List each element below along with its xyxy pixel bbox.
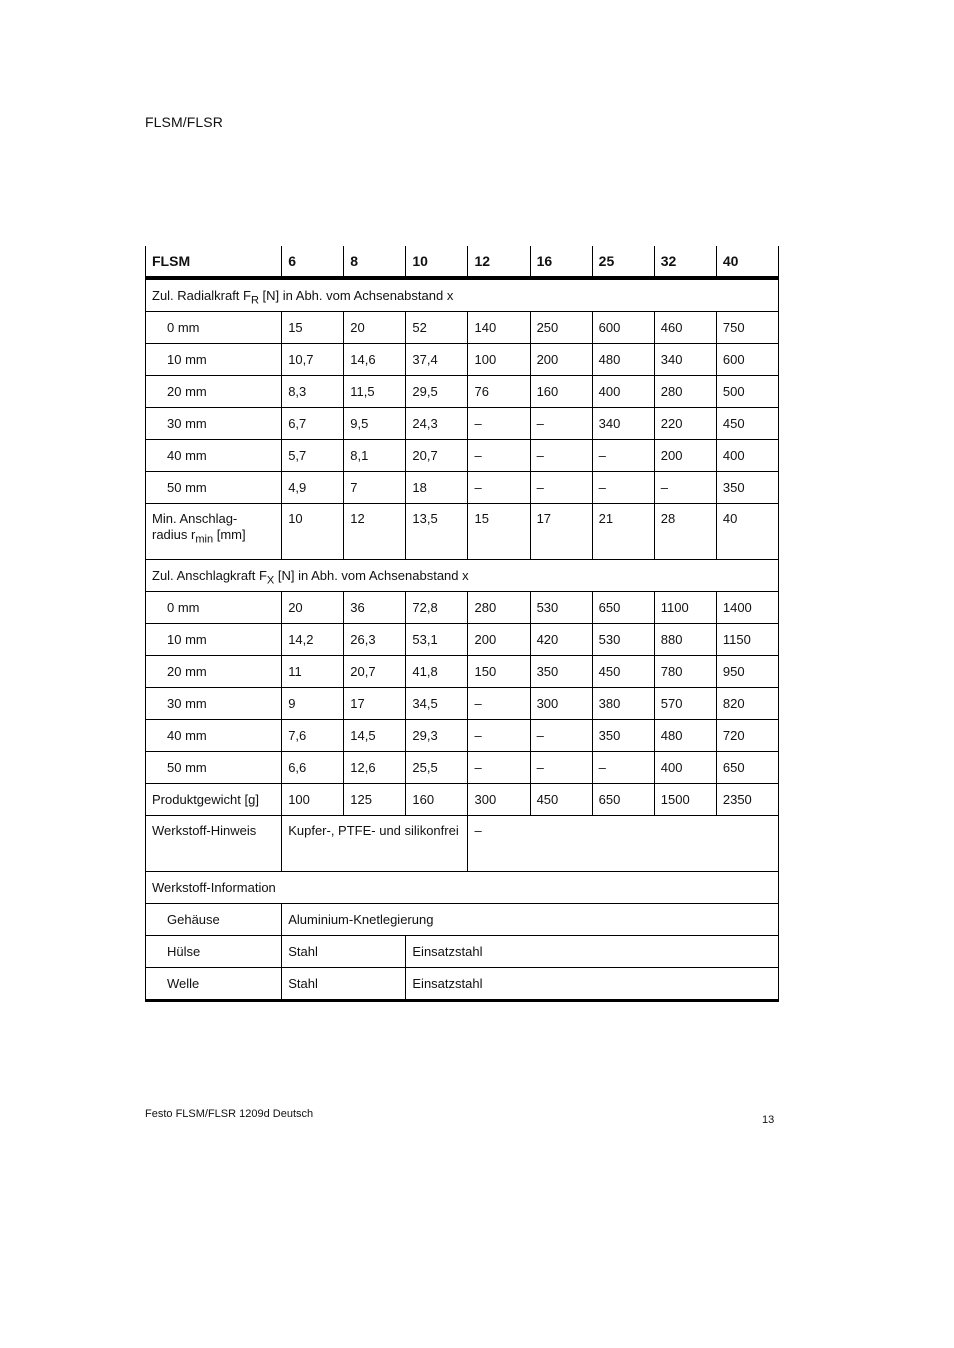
- value-cell: 21: [592, 504, 654, 560]
- value-cell: 780: [654, 656, 716, 688]
- value-cell: 8,3: [282, 376, 344, 408]
- housing-value: Aluminium-Knetlegierung: [282, 904, 779, 936]
- value-cell: 420: [530, 624, 592, 656]
- value-cell: 720: [716, 720, 778, 752]
- row-label: 50 mm: [146, 752, 282, 784]
- table-row: [146, 312, 779, 344]
- value-cell: 6,7: [282, 408, 344, 440]
- table-row: [146, 440, 779, 472]
- value-cell: 29,5: [406, 376, 468, 408]
- min-radius-unit: [mm]: [213, 527, 246, 542]
- value-cell: 450: [592, 656, 654, 688]
- value-cell: 7,6: [282, 720, 344, 752]
- sleeve-label: Hülse: [146, 936, 282, 968]
- row-label: 40 mm: [146, 440, 282, 472]
- row-label: 10 mm: [146, 624, 282, 656]
- page-header: FLSM/FLSR: [145, 114, 223, 130]
- min-radius-label-text: radius r: [152, 527, 196, 542]
- value-cell: 125: [344, 784, 406, 816]
- row-label: 0 mm: [146, 312, 282, 344]
- section-title-radial: [146, 278, 779, 312]
- section-title-radial-text-end: [N] in Abh. vom Achsenabstand x: [258, 287, 454, 303]
- value-cell: 600: [716, 344, 778, 376]
- value-cell: 12: [344, 504, 406, 560]
- value-cell: 200: [654, 440, 716, 472]
- value-cell: –: [654, 472, 716, 504]
- value-cell: 4,9: [282, 472, 344, 504]
- value-cell: 11: [282, 656, 344, 688]
- table-row: [146, 408, 779, 440]
- value-cell: 5,7: [282, 440, 344, 472]
- shaft-value-large: Einsatzstahl: [406, 968, 779, 1001]
- value-cell: 6,6: [282, 752, 344, 784]
- value-cell: 10: [282, 504, 344, 560]
- value-cell: 12,6: [344, 752, 406, 784]
- value-cell: –: [468, 688, 530, 720]
- value-cell: 250: [530, 312, 592, 344]
- table-row: [146, 752, 779, 784]
- weight-row: [146, 784, 779, 816]
- sleeve-row: [146, 936, 779, 968]
- value-cell: 880: [654, 624, 716, 656]
- document-footer: Festo FLSM/FLSR 1209d Deutsch: [145, 1108, 314, 1120]
- technical-data-table: [145, 246, 779, 1002]
- value-cell: 25,5: [406, 752, 468, 784]
- table-row: [146, 720, 779, 752]
- value-cell: –: [592, 440, 654, 472]
- value-cell: 340: [592, 408, 654, 440]
- header-product: FLSM: [146, 246, 282, 278]
- value-cell: 1150: [716, 624, 778, 656]
- value-cell: 160: [406, 784, 468, 816]
- value-cell: 37,4: [406, 344, 468, 376]
- section-title-stop-text-end: [N] in Abh. vom Achsenabstand x: [274, 567, 469, 583]
- value-cell: 53,1: [406, 624, 468, 656]
- material-note-small: Kupfer-, PTFE- und silikonfrei: [282, 816, 468, 872]
- value-cell: 20,7: [406, 440, 468, 472]
- value-cell: 350: [530, 656, 592, 688]
- sleeve-value-small: Stahl: [282, 936, 406, 968]
- value-cell: 9: [282, 688, 344, 720]
- value-cell: 1100: [654, 592, 716, 624]
- sleeve-value-large: Einsatzstahl: [406, 936, 779, 968]
- value-cell: 150: [468, 656, 530, 688]
- value-cell: 400: [654, 752, 716, 784]
- value-cell: 200: [530, 344, 592, 376]
- value-cell: 1500: [654, 784, 716, 816]
- value-cell: 36: [344, 592, 406, 624]
- material-note-large: –: [468, 816, 779, 872]
- value-cell: 220: [654, 408, 716, 440]
- value-cell: 280: [468, 592, 530, 624]
- row-label: 30 mm: [146, 688, 282, 720]
- value-cell: 76: [468, 376, 530, 408]
- value-cell: 7: [344, 472, 406, 504]
- section-title-radial-text: Zul. Radialkraft F: [152, 287, 251, 303]
- value-cell: 40: [716, 504, 778, 560]
- shaft-value-small: Stahl: [282, 968, 406, 1001]
- value-cell: 820: [716, 688, 778, 720]
- value-cell: 14,6: [344, 344, 406, 376]
- row-label: 10 mm: [146, 344, 282, 376]
- value-cell: 300: [530, 688, 592, 720]
- value-cell: –: [468, 440, 530, 472]
- value-cell: 400: [716, 440, 778, 472]
- value-cell: 28: [654, 504, 716, 560]
- value-cell: 530: [530, 592, 592, 624]
- row-label: 30 mm: [146, 408, 282, 440]
- section-row-radial: [146, 278, 779, 312]
- row-label: 50 mm: [146, 472, 282, 504]
- value-cell: 500: [716, 376, 778, 408]
- section-title-radial-subscript: R: [250, 294, 259, 307]
- value-cell: 650: [716, 752, 778, 784]
- value-cell: 480: [592, 344, 654, 376]
- value-cell: –: [468, 472, 530, 504]
- value-cell: 52: [406, 312, 468, 344]
- table-row: [146, 344, 779, 376]
- value-cell: 140: [468, 312, 530, 344]
- page-number: 13: [762, 1114, 775, 1126]
- value-cell: 160: [530, 376, 592, 408]
- header-size: 16: [530, 246, 592, 278]
- table-row: [146, 376, 779, 408]
- value-cell: 650: [592, 784, 654, 816]
- value-cell: 15: [282, 312, 344, 344]
- value-cell: 2350: [716, 784, 778, 816]
- value-cell: 10,7: [282, 344, 344, 376]
- value-cell: 530: [592, 624, 654, 656]
- value-cell: 350: [592, 720, 654, 752]
- value-cell: –: [592, 752, 654, 784]
- housing-row: [146, 904, 779, 936]
- housing-label: Gehäuse: [146, 904, 282, 936]
- value-cell: –: [468, 408, 530, 440]
- table-row: [146, 624, 779, 656]
- value-cell: 100: [468, 344, 530, 376]
- value-cell: 450: [530, 784, 592, 816]
- value-cell: –: [592, 472, 654, 504]
- value-cell: 1400: [716, 592, 778, 624]
- table-row: [146, 592, 779, 624]
- value-cell: 400: [592, 376, 654, 408]
- value-cell: 26,3: [344, 624, 406, 656]
- value-cell: 9,5: [344, 408, 406, 440]
- shaft-row: [146, 968, 779, 1001]
- section-title-stop-subscript: X: [266, 574, 275, 587]
- min-radius-subscript: min: [195, 533, 214, 546]
- row-label: 40 mm: [146, 720, 282, 752]
- value-cell: –: [530, 440, 592, 472]
- value-cell: 20: [282, 592, 344, 624]
- value-cell: 11,5: [344, 376, 406, 408]
- value-cell: 29,3: [406, 720, 468, 752]
- value-cell: 650: [592, 592, 654, 624]
- min-radius-row: [146, 504, 779, 560]
- value-cell: 280: [654, 376, 716, 408]
- value-cell: –: [530, 408, 592, 440]
- section-title-stop-text: Zul. Anschlagkraft F: [152, 567, 267, 583]
- value-cell: 340: [654, 344, 716, 376]
- value-cell: –: [468, 752, 530, 784]
- value-cell: –: [530, 752, 592, 784]
- material-note-label: Werkstoff-Hinweis: [146, 816, 282, 872]
- shaft-label: Welle: [146, 968, 282, 1001]
- value-cell: 17: [344, 688, 406, 720]
- min-radius-label-line1: Min. Anschlag-: [152, 511, 238, 526]
- value-cell: 100: [282, 784, 344, 816]
- value-cell: 300: [468, 784, 530, 816]
- min-radius-label: [146, 504, 282, 560]
- header-size: 32: [654, 246, 716, 278]
- material-info-row: [146, 872, 779, 904]
- row-label: 20 mm: [146, 656, 282, 688]
- table-header-row: [146, 246, 779, 278]
- weight-label: Produktgewicht [g]: [146, 784, 282, 816]
- header-size: 40: [716, 246, 778, 278]
- row-label: 0 mm: [146, 592, 282, 624]
- table-row: [146, 472, 779, 504]
- value-cell: 72,8: [406, 592, 468, 624]
- value-cell: 570: [654, 688, 716, 720]
- row-label: 20 mm: [146, 376, 282, 408]
- value-cell: 350: [716, 472, 778, 504]
- value-cell: –: [530, 720, 592, 752]
- table-body: [146, 246, 779, 1001]
- value-cell: 20: [344, 312, 406, 344]
- value-cell: –: [530, 472, 592, 504]
- section-title-stop: [146, 560, 779, 592]
- header-size: 10: [406, 246, 468, 278]
- value-cell: –: [468, 720, 530, 752]
- value-cell: 18: [406, 472, 468, 504]
- header-size: 25: [592, 246, 654, 278]
- value-cell: 480: [654, 720, 716, 752]
- header-size: 8: [344, 246, 406, 278]
- value-cell: 17: [530, 504, 592, 560]
- value-cell: 15: [468, 504, 530, 560]
- header-size: 12: [468, 246, 530, 278]
- value-cell: 460: [654, 312, 716, 344]
- value-cell: 380: [592, 688, 654, 720]
- value-cell: 950: [716, 656, 778, 688]
- value-cell: 750: [716, 312, 778, 344]
- table-row: [146, 656, 779, 688]
- value-cell: 14,2: [282, 624, 344, 656]
- value-cell: 14,5: [344, 720, 406, 752]
- value-cell: 20,7: [344, 656, 406, 688]
- table-row: [146, 688, 779, 720]
- material-info-label: Werkstoff-Information: [146, 872, 779, 904]
- value-cell: 200: [468, 624, 530, 656]
- value-cell: 34,5: [406, 688, 468, 720]
- material-note-row: [146, 816, 779, 872]
- value-cell: 600: [592, 312, 654, 344]
- value-cell: 41,8: [406, 656, 468, 688]
- value-cell: 13,5: [406, 504, 468, 560]
- value-cell: 8,1: [344, 440, 406, 472]
- header-size: 6: [282, 246, 344, 278]
- value-cell: 24,3: [406, 408, 468, 440]
- section-row-stop: [146, 560, 779, 592]
- value-cell: 450: [716, 408, 778, 440]
